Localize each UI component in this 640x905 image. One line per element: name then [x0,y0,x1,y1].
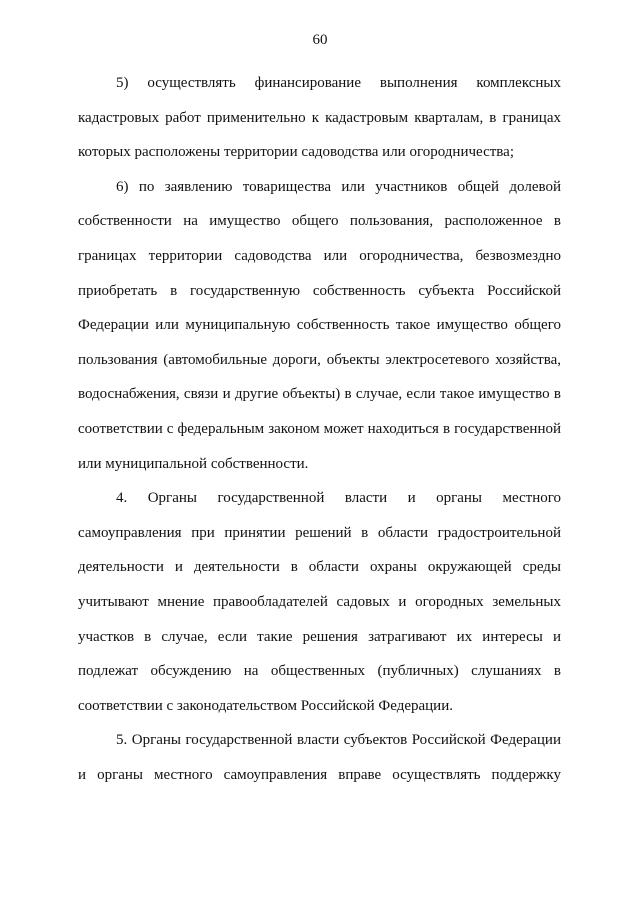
paragraph-part-5: 5. Органы государственной власти субъектов Российской Федерации и органы местного самоуправления вправе осуществлять поддержку [78,732,561,783]
paragraph-part-4: 4. Органы государственной власти и органы местного самоуправления при принятии решений в области градостроительной деятельности и деятельности в области охраны окружающей среды учитывают мнение правообладателей садовых и огородных земельных участков в случае, если такие решения затрагивают их интересы и подлежат обсуждению на общественных (публичных) слушаниях в соответствии с законодательством Российской Федерации. [78,490,561,714]
page-number: 60 [312,32,328,48]
paragraph-item-6: 6) по заявлению товарищества или участников общей долевой собственности на имущество общего пользования, расположенное в границах территории садоводства или огородничества, безвозмездно приобретать в государственную собственность субъекта Российской Федерации или муниципальную собственность такое имущество общего пользования (автомобильные дороги, объекты электросетевого хозяйства, водоснабжения, связи и другие объекты) в случае, если такое имущество в соответствии с федеральным законом может находиться в государственной или муниципальной собственности. [78,178,561,472]
paragraph-item-5: 5) осуществлять финансирование выполнения комплексных кадастровых работ применительно к кадастровым кварталам, в границах которых расположены территории садоводства или огородничества; [78,75,561,161]
document-body [78,66,561,792]
